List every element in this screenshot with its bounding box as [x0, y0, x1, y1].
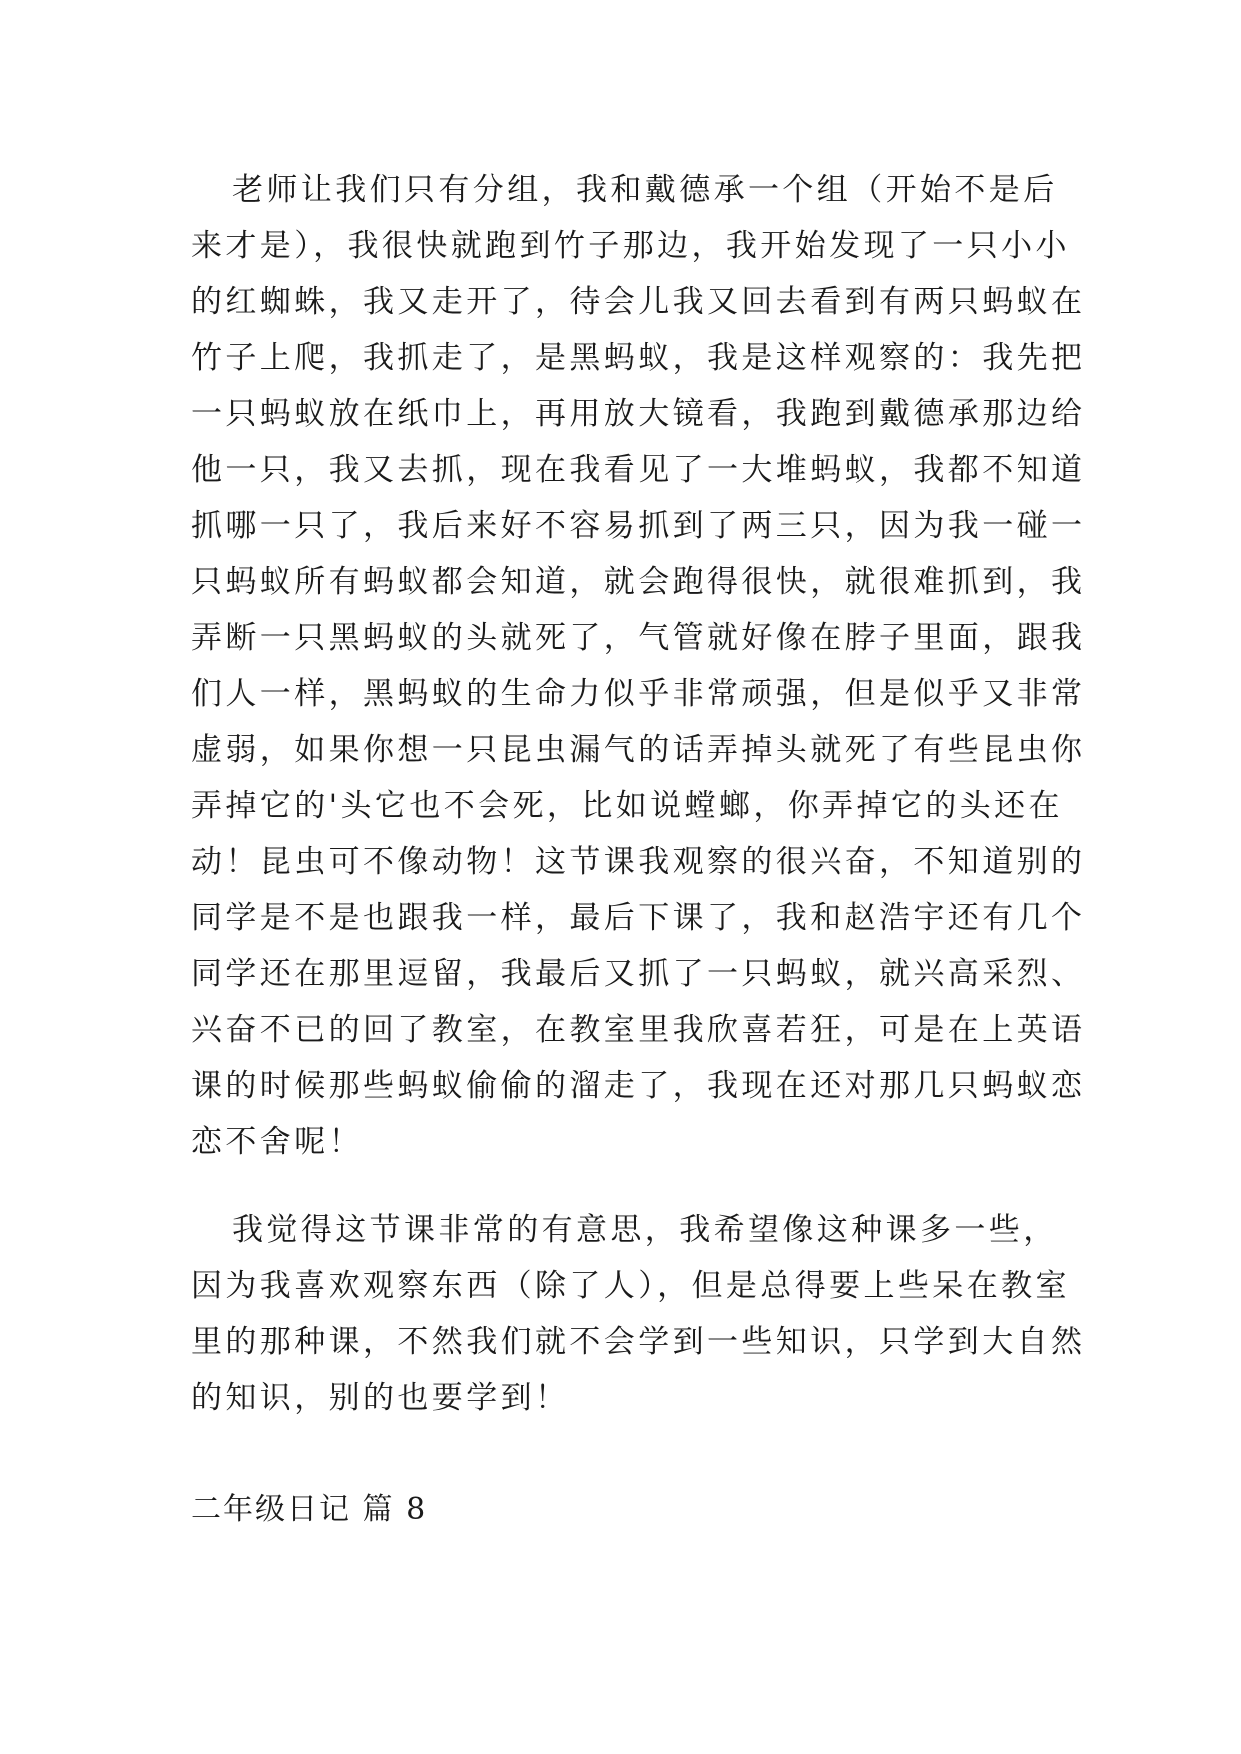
- paragraph-1-line-16: 兴奋不已的回了教室，在教室里我欣喜若狂，可是在上英语: [191, 1012, 1086, 1048]
- paragraph-1-line-6: 他一只，我又去抓，现在我看见了一大堆蚂蚁，我都不知道: [191, 452, 1086, 488]
- section-heading: 二年级日记 篇 8: [191, 1492, 428, 1527]
- paragraph-1-line-5: 一只蚂蚁放在纸巾上，再用放大镜看，我跑到戴德承那边给: [191, 396, 1086, 432]
- paragraph-2-line-1: 我觉得这节课非常的有意思，我希望像这种课多一些，: [232, 1212, 1058, 1248]
- paragraph-1-line-4: 竹子上爬，我抓走了，是黑蚂蚁，我是这样观察的：我先把: [191, 340, 1086, 376]
- paragraph-1-line-3: 的红蜘蛛，我又走开了，待会儿我又回去看到有两只蚂蚁在: [191, 284, 1086, 320]
- paragraph-1-line-11: 虚弱，如果你想一只昆虫漏气的话弄掉头就死了有些昆虫你: [191, 732, 1086, 768]
- paragraph-1-line-7: 抓哪一只了，我后来好不容易抓到了两三只，因为我一碰一: [191, 508, 1086, 544]
- paragraph-2-line-3: 里的那种课，不然我们就不会学到一些知识，只学到大自然: [191, 1324, 1086, 1360]
- paragraph-1-line-14: 同学是不是也跟我一样，最后下课了，我和赵浩宇还有几个: [191, 900, 1086, 936]
- paragraph-1-line-1: 老师让我们只有分组，我和戴德承一个组（开始不是后: [232, 172, 1058, 208]
- paragraph-1-line-10: 们人一样，黑蚂蚁的生命力似乎非常顽强，但是似乎又非常: [191, 676, 1086, 712]
- paragraph-1-line-18: 恋不舍呢！: [191, 1124, 363, 1160]
- paragraph-1-line-15: 同学还在那里逗留，我最后又抓了一只蚂蚁，就兴高采烈、: [191, 956, 1086, 992]
- paragraph-2-line-2: 因为我喜欢观察东西（除了人），但是总得要上些呆在教室: [191, 1268, 1070, 1304]
- paragraph-2-line-4: 的知识，别的也要学到！: [191, 1380, 570, 1416]
- paragraph-1-line-17: 课的时候那些蚂蚁偷偷的溜走了，我现在还对那几只蚂蚁恋: [191, 1068, 1086, 1104]
- paragraph-1-line-9: 弄断一只黑蚂蚁的头就死了，气管就好像在脖子里面，跟我: [191, 620, 1086, 656]
- paragraph-1-line-2: 来才是），我很快就跑到竹子那边，我开始发现了一只小小: [191, 228, 1070, 264]
- paragraph-1-line-8: 只蚂蚁所有蚂蚁都会知道，就会跑得很快，就很难抓到，我: [191, 564, 1086, 600]
- paragraph-1-line-13: 动！昆虫可不像动物！这节课我观察的很兴奋，不知道别的: [191, 844, 1086, 880]
- paragraph-1-line-12: 弄掉它的'头它也不会死，比如说螳螂，你弄掉它的头还在: [191, 788, 1063, 824]
